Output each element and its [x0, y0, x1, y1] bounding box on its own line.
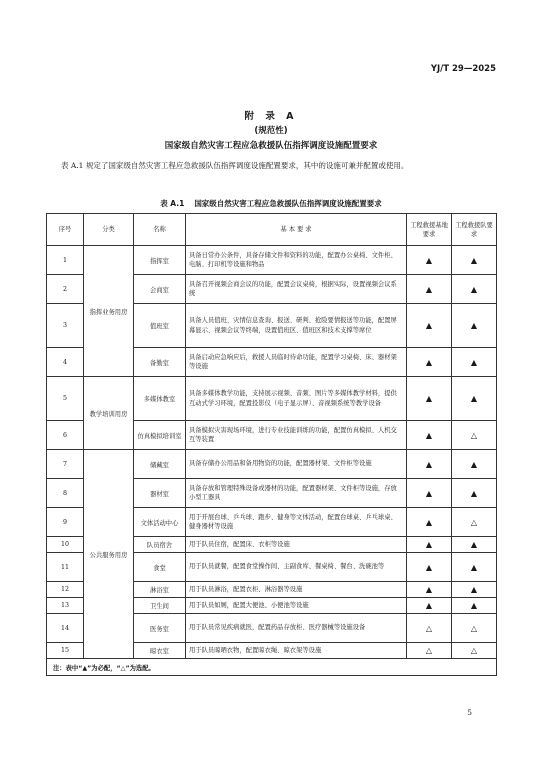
header-category: 分类: [84, 214, 134, 246]
row-no: 6: [47, 421, 84, 450]
table-note-row: [47, 659, 497, 676]
row-team-mark: ▲: [452, 537, 497, 553]
row-team-mark: ▲: [452, 377, 497, 421]
header-base-requirement: 工程救援基地要求: [407, 214, 452, 246]
row-team-mark: ▲: [452, 450, 497, 479]
row-requirement: 用于开展台球、乒乓球、跑步、健身等文体活动，配置台球桌、乒乓球桌、健身器材等设施: [186, 508, 407, 537]
table-row: [47, 450, 497, 479]
row-base-mark: ▲: [407, 246, 452, 275]
row-team-mark: △: [452, 643, 497, 659]
row-no: 4: [47, 348, 84, 377]
row-name: 淋浴室: [134, 582, 186, 598]
row-no: 9: [47, 508, 84, 537]
row-requirement: 用于队员就餐，配置食堂操作间、主副食库、餐桌椅、餐台、洗碗池等: [186, 553, 407, 582]
row-requirement: 用于队员常见疾病就医，配置药品存放柜、医疗器械等设施设备: [186, 614, 407, 643]
row-team-mark: △: [452, 421, 497, 450]
row-name: 医务室: [134, 614, 186, 643]
table-title: 国家级自然灾害工程应急救援队伍指挥调度设施配置要求: [194, 199, 382, 208]
row-requirement: 用于队员晾晒衣物，配置晾衣绳、晾衣架等设施: [186, 643, 407, 659]
row-name: 会商室: [134, 275, 186, 304]
row-name: 储藏室: [134, 450, 186, 479]
row-name: 队员宿舍: [134, 537, 186, 553]
table-number: 表 A.1: [160, 199, 185, 208]
row-base-mark: ▲: [407, 450, 452, 479]
row-name: 多媒体教室: [134, 377, 186, 421]
row-no: 3: [47, 304, 84, 348]
row-base-mark: ▲: [407, 479, 452, 508]
table-row: [47, 377, 497, 421]
row-base-mark: ▲: [407, 582, 452, 598]
header-name: 名称: [134, 214, 186, 246]
table-row: [47, 246, 497, 275]
header-requirement: 基 本 要 求: [186, 214, 407, 246]
row-base-mark: ▲: [407, 553, 452, 582]
table-caption: [0, 198, 542, 209]
row-no: 5: [47, 377, 84, 421]
appendix-nature: (规范性): [254, 126, 288, 136]
appendix-title: 附 录 A: [244, 111, 298, 122]
row-requirement: 具备存放和管理特殊设备或器材的功能，配置器材架、文件柜等设施，存放小型工器具: [186, 479, 407, 508]
row-base-mark: ▲: [407, 421, 452, 450]
standard-code: YJ/T 29—2025: [430, 64, 496, 74]
table-note: 注：表中“▲”为必配，“△”为选配。: [47, 659, 497, 676]
row-requirement: 具备启动应急响应后，救援人员临时待命功能，配置学习桌椅、床、器材架等设施: [186, 348, 407, 377]
row-team-mark: △: [452, 614, 497, 643]
row-base-mark: ▲: [407, 508, 452, 537]
row-team-mark: ▲: [452, 304, 497, 348]
row-base-mark: ▲: [407, 348, 452, 377]
row-name: 备勤室: [134, 348, 186, 377]
category-cell: 教学培训用房: [84, 377, 134, 450]
row-name: 仿真模拟培训室: [134, 421, 186, 450]
category-cell: 公共服务用房: [84, 450, 134, 659]
row-requirement: 用于队员如厕，配置大便池、小便池等设施: [186, 598, 407, 614]
row-base-mark: ▲: [407, 537, 452, 553]
row-no: 7: [47, 450, 84, 479]
row-requirement: 具备召开视频会商会议的功能，配置会议桌椅，根据实际，设置视频会议系统: [186, 275, 407, 304]
row-name: 器材室: [134, 479, 186, 508]
row-no: 12: [47, 582, 84, 598]
row-requirement: 具备人员值班、灾情信息查询、报送、研判、抢险要情报送等功能，配置屏幕显示、视频会议等终端，设置值班区、值班区和技术支撑等席位: [186, 304, 407, 348]
row-no: 15: [47, 643, 84, 659]
intro-paragraph: 表 A.1 规定了国家级自然灾害工程应急救援队伍指挥调度设施配置要求，其中的设施可兼并配置或使用。: [61, 161, 409, 170]
row-base-mark: ▲: [407, 304, 452, 348]
requirements-table: [46, 213, 497, 676]
row-no: 1: [47, 246, 84, 275]
row-team-mark: △: [452, 508, 497, 537]
category-cell: 指挥业务用房: [84, 246, 134, 377]
row-name: 值班室: [134, 304, 186, 348]
row-no: 11: [47, 553, 84, 582]
row-name: 卫生间: [134, 598, 186, 614]
row-base-mark: △: [407, 614, 452, 643]
row-team-mark: ▲: [452, 598, 497, 614]
row-requirement: 用于队员淋浴，配置衣柜、淋浴器等设施: [186, 582, 407, 598]
header-team-requirement: 工程救援队要求: [452, 214, 497, 246]
row-requirement: 具备模拟灾害现场环境，进行专业技能训练的功能，配置仿真模拟、人机交互等装置: [186, 421, 407, 450]
row-name: 晾衣室: [134, 643, 186, 659]
row-base-mark: ▲: [407, 275, 452, 304]
row-no: 2: [47, 275, 84, 304]
row-requirement: 用于队员住宿，配置床、衣柜等设施: [186, 537, 407, 553]
row-requirement: 具备多媒体教学功能，支持展示视频、音频、图片等多媒体教学材料，提供互动式学习环境，配置投影仪（电子显示屏）、音视频系统等教学设备: [186, 377, 407, 421]
row-no: 13: [47, 598, 84, 614]
row-team-mark: ▲: [452, 479, 497, 508]
page-number: 5: [467, 708, 472, 717]
row-no: 10: [47, 537, 84, 553]
row-base-mark: ▲: [407, 598, 452, 614]
row-name: 文体活动中心: [134, 508, 186, 537]
appendix-heading: 国家级自然灾害工程应急救援队伍指挥调度设施配置要求: [164, 141, 378, 151]
row-team-mark: ▲: [452, 246, 497, 275]
row-no: 14: [47, 614, 84, 643]
row-requirement: 具备日常办公条件，具备存储文件和资料的功能，配置办公桌椅、文件柜、电脑、打印机等设施和物品: [186, 246, 407, 275]
header-no: 序号: [47, 214, 84, 246]
row-name: 食堂: [134, 553, 186, 582]
row-team-mark: ▲: [452, 582, 497, 598]
row-team-mark: ▲: [452, 553, 497, 582]
row-name: 指挥室: [134, 246, 186, 275]
row-team-mark: ▲: [452, 348, 497, 377]
row-base-mark: ▲: [407, 377, 452, 421]
row-requirement: 具备存储办公用品和备用物资的功能，配置器材架、文件柜等设施: [186, 450, 407, 479]
table-header-row: [47, 214, 497, 246]
row-base-mark: △: [407, 643, 452, 659]
row-team-mark: ▲: [452, 275, 497, 304]
row-no: 8: [47, 479, 84, 508]
